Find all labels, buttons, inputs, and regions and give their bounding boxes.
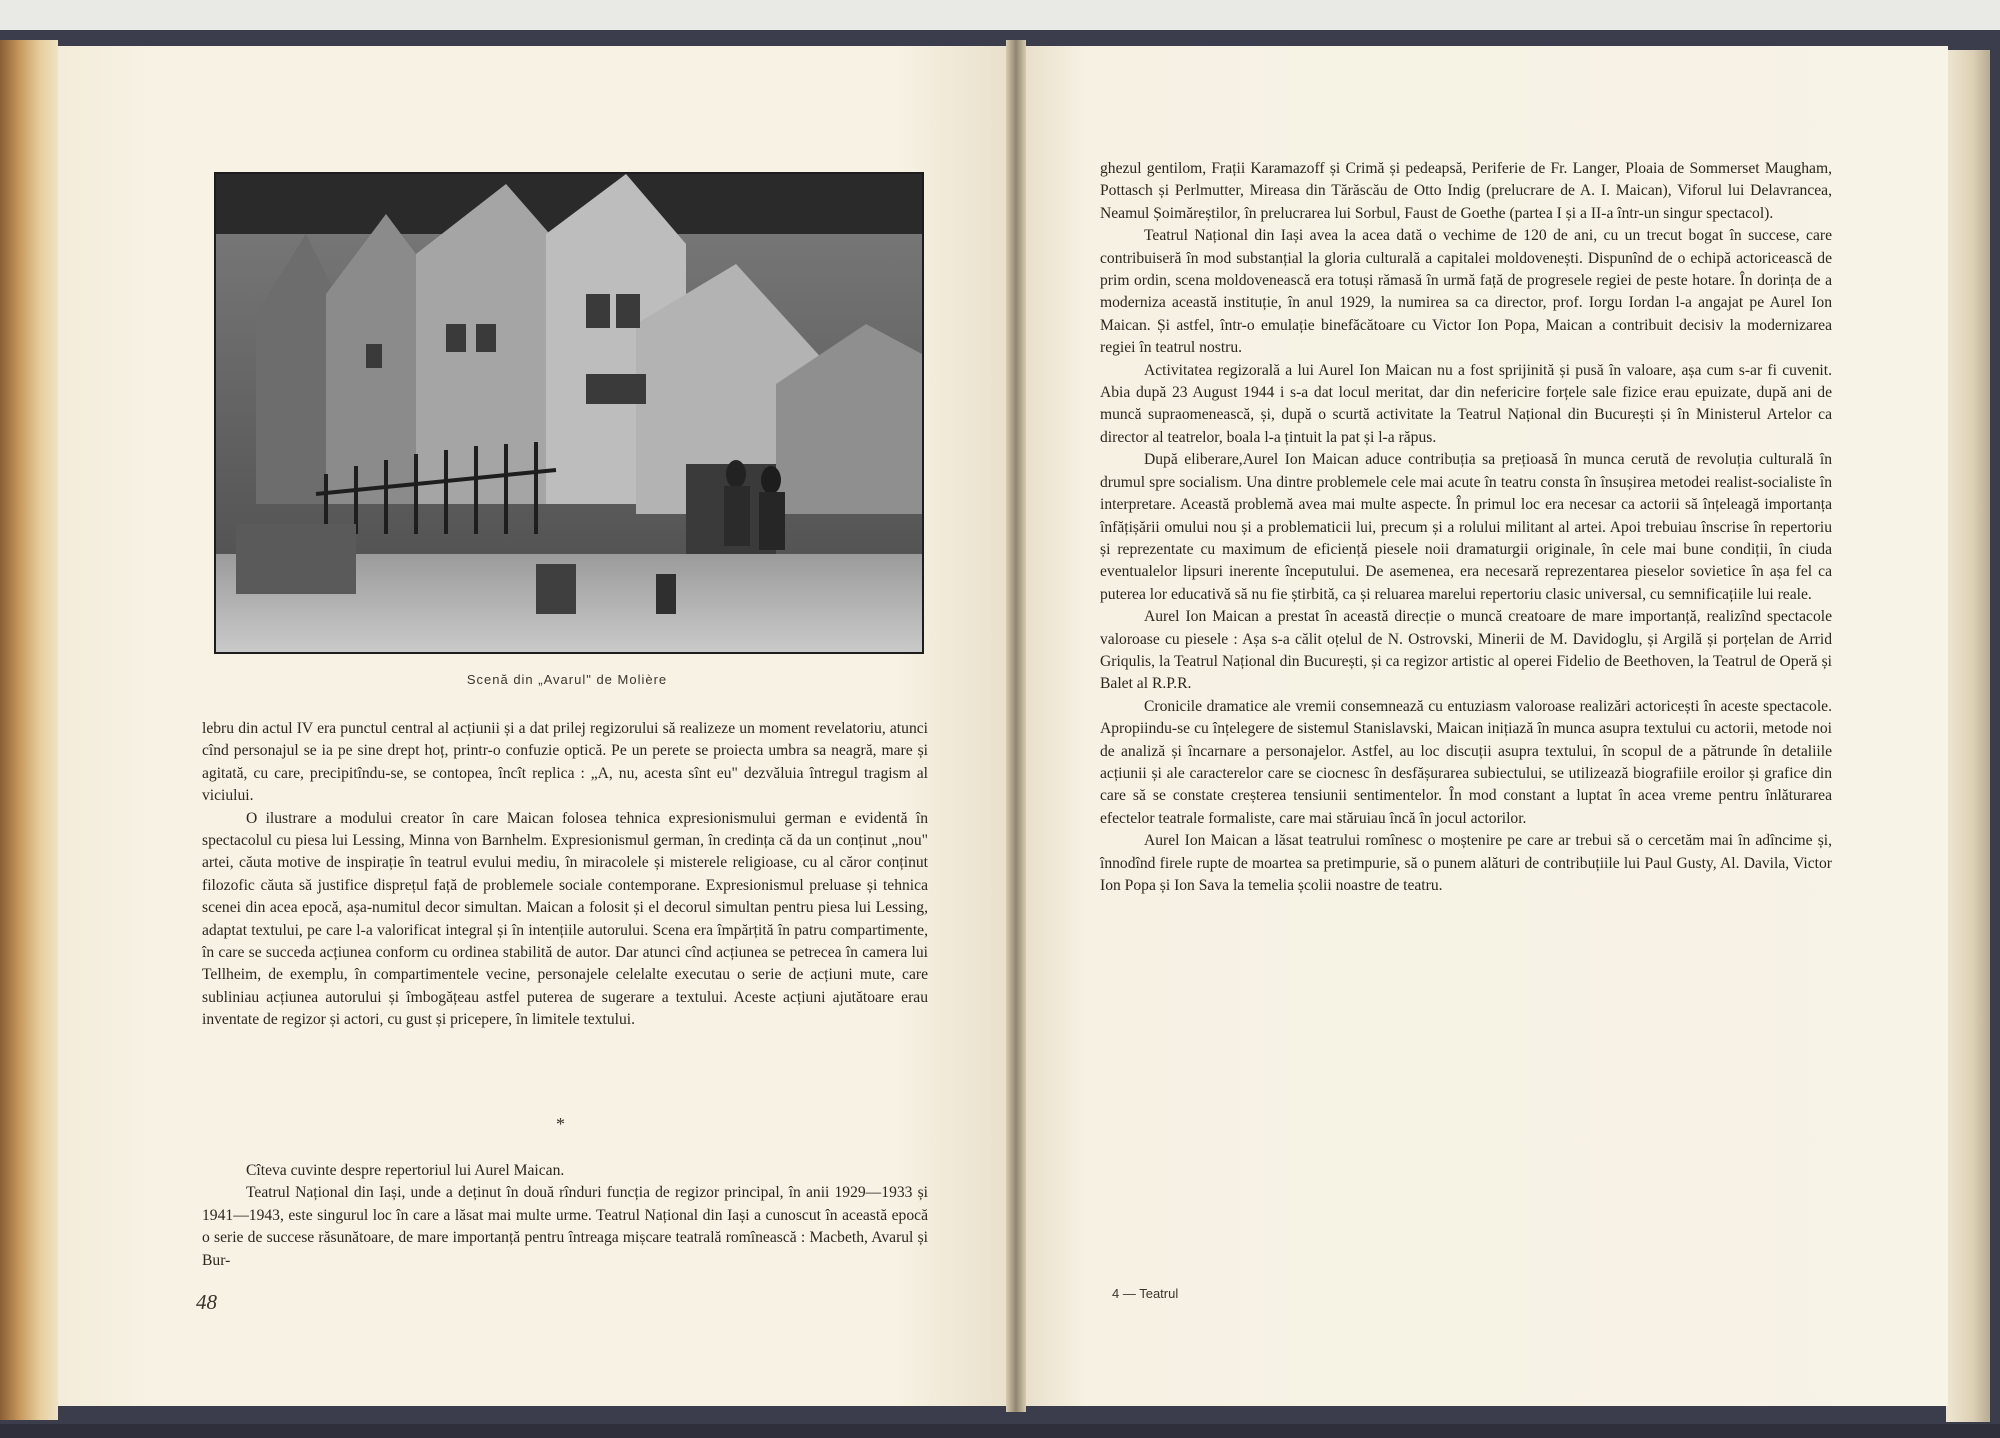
page-edges [1946, 50, 1990, 1422]
stage-scene-photo [214, 172, 924, 654]
scan-background [0, 0, 2000, 30]
left-text-column-top [202, 718, 928, 1032]
paragraph: Teatrul Național din Iași, unde a deținut în două rînduri funcția de regizor principal, în anii 1929—1933 și 1941—1943, este singurul loc în care a lăsat mai multe urme. Teatrul Național din Iași a cunoscut în această epocă o serie de succese răsunătoare, de mare importanță pentru întreaga mișcare teatrală romînească : Macbeth, Avarul și Bur- [202, 1184, 928, 1269]
paragraph: Teatrul Național din Iași avea la acea dată o vechime de 120 de ani, cu un trecut bogat în succese, care contribuiseră în mod substanțial la gloria culturală a capitalei moldovenești. Dispunînd de o echipă actoricească de prim ordin, scena moldovenească era totuși rămasă în urmă față de progresele regiei de peste hotare. În dorința de a moderniza această instituție, în anul 1929, la numirea sa ca director, prof. Iorgu Iordan l-a angajat pe Aurel Ion Maican. Și astfel, într-o emulație binefăcătoare cu Victor Ion Popa, Maican a contribuit decisiv la modernizarea regiei în teatrul nostru. [1100, 227, 1832, 357]
stage-scene-illustration [216, 174, 922, 652]
book-spine [0, 40, 58, 1420]
book-gutter [1006, 40, 1026, 1412]
section-separator: * [556, 1114, 565, 1134]
paragraph: Aurel Ion Maican a prestat în această direcție o muncă creatoare de mare importanță, realizînd spectacole valoroase cu piesele : Așa s-a călit oțelul de N. Ostrovski, Minerii de M. Davidoglu, și Argilă și porțelan de Arrid Griqulis, la Teatrul Național din București, și ca regizor artistic al operei Fidelio de Beethoven, la Teatrul de Operă și Balet al R.P.R. [1100, 608, 1832, 693]
paragraph: Cîteva cuvinte despre repertoriul lui Aurel Maican. [246, 1162, 565, 1179]
printer-signature: 4 — Teatrul [1112, 1286, 1179, 1301]
paragraph: Cronicile dramatice ale vremii consemnează cu entuziasm valoroase realizări actoricești în aceste spectacole. Apropiindu-se cu înțelegere de sistemul Stanislavski, Maican inițiază în munca asupra textului cu actorii, metode noi de analiză și încarnare a personajelor. Astfel, au loc discuții asupra textului, în scopul de a pătrunde în detaliile acțiunii și ale caracterelor care se ciocnesc în desfășurarea subiectului, se utilizează biografiile eroilor și grafice din care să se constate creșterea tensiunii sentimentelor. În mod constant a luptat în acea vreme pentru înlăturarea efectelor teatrale formaliste, care mai stăruiau încă în jocul actorilor. [1100, 697, 1832, 827]
page-number: 48 [196, 1290, 217, 1314]
right-text-column [1100, 158, 1832, 897]
paragraph: lebru din actul IV era punctul central al acțiunii și a dat prilej regizorului să realizeze un moment revelatoriu, atunci cînd personajul se ia pe sine drept hoț, printr-o confuzie optică. Pe un perete se proiecta umbra sa neagră, mare și agitată, cu care, precipitîndu-se, se contopea, încît replica : „A, nu, acesta sînt eu" dezvăluia întregul tragism al viciului. [202, 720, 928, 805]
paragraph: Activitatea regizorală a lui Aurel Ion Maican nu a fost sprijinită și pusă în valoare, așa cum s-ar fi cuvenit. Abia după 23 August 1944 i s-a dat locul meritat, dar din nefericire forțele sale fizice erau epuizate, după ani de muncă supraomenească, și, după o scurtă activitate la Teatrul Național din București și în Ministerul Artelor ca director al teatrelor, boala l-a țintuit la pat și l-a răpus. [1100, 361, 1832, 446]
paragraph: O ilustrare a modului creator în care Maican folosea tehnica expresionismului german e evidentă în spectacolul cu piesa lui Lessing, Minna von Barnhelm. Expresionismul german, în credința că da un conținut „nou" artei, căuta motive de inspirație în teatrul evului mediu, în miracolele și misterele religioase, cu al căror conținut filozofic căuta să justifice disprețul față de problemele sociale contemporane. Expresionismul preluase și tehnica scenei din acea epocă, așa-numitul decor simultan. Maican a folosit și el decorul simultan pentru piesa lui Lessing, adaptat textului, pe care l-a valorificat integral și în intențiile autorului. Scena era împărțită în patru compartimente, în care se succeda acțiunea conform cu ordinea stabilită de autor. Dar atunci cînd acțiunea se petrecea în camera lui Tellheim, de exemplu, în compartimentele vecine, personajele celelalte executau o serie de acțiuni mute, care subliniau acțiunea autorului și îmbogățeau astfel puterea de sugerare a textului. Aceste acțiuni ajutătoare erau inventate de regizor și actori, cu gust și pricepere, în limitele textului. [202, 809, 928, 1029]
paragraph: ghezul gentilom, Frații Karamazoff și Crimă și pedeapsă, Periferie de Fr. Langer, Ploaia de Sommerset Maugham, Pottasch și Perlmutter, Mireasa din Tărăscău de Otto Indig (prelucrare de A. I. Maican), Viforul lui Delavrancea, Neamul Șoimăreștilor, în prelucrarea lui Sorbul, Faust de Goethe (partea I și a II-a într-un singur spectacol). [1100, 160, 1832, 222]
paragraph: După eliberare,Aurel Ion Maican aduce contribuția sa prețioasă în munca cerută de revoluția culturală în drumul spre socialism. Una dintre problemele cele mai acute în teatru consta în însușirea metodei realist-socialiste în interpretare. Această problemă avea mai multe aspecte. În primul loc era necesar ca actorii să înțeleagă importanța înfățișării omului nou și a problematicii lui, precum și a rolului militant al artei. Apoi trebuiau înscrise în repertoriu și reprezentate cu maximum de eficiență piesele noii dramaturgii originale, în cele mai bune condiții, în ciuda eventualelor lipsuri inerente începutului. De asemenea, era necesară reprezentarea pieselor sovietice în așa fel ca puterea lor educativă să nu fie știrbită, ca și reluarea marelui repertoriu clasic universal, cu semnificațiile lui reale. [1100, 451, 1832, 603]
left-text-column-bottom [202, 1160, 928, 1272]
paragraph: Aurel Ion Maican a lăsat teatrului romînesc o moștenire pe care ar trebui să o cercetăm mai în adîncime și, înnodînd firele rupte de moartea sa pretimpurie, să o punem alături de contribuțiile lui Paul Gusty, Al. Davila, Victor Ion Popa și Ion Sava la temelia școlii noastre de teatru. [1100, 832, 1832, 894]
photo-caption: Scenă din „Avarul" de Molière [466, 672, 668, 687]
